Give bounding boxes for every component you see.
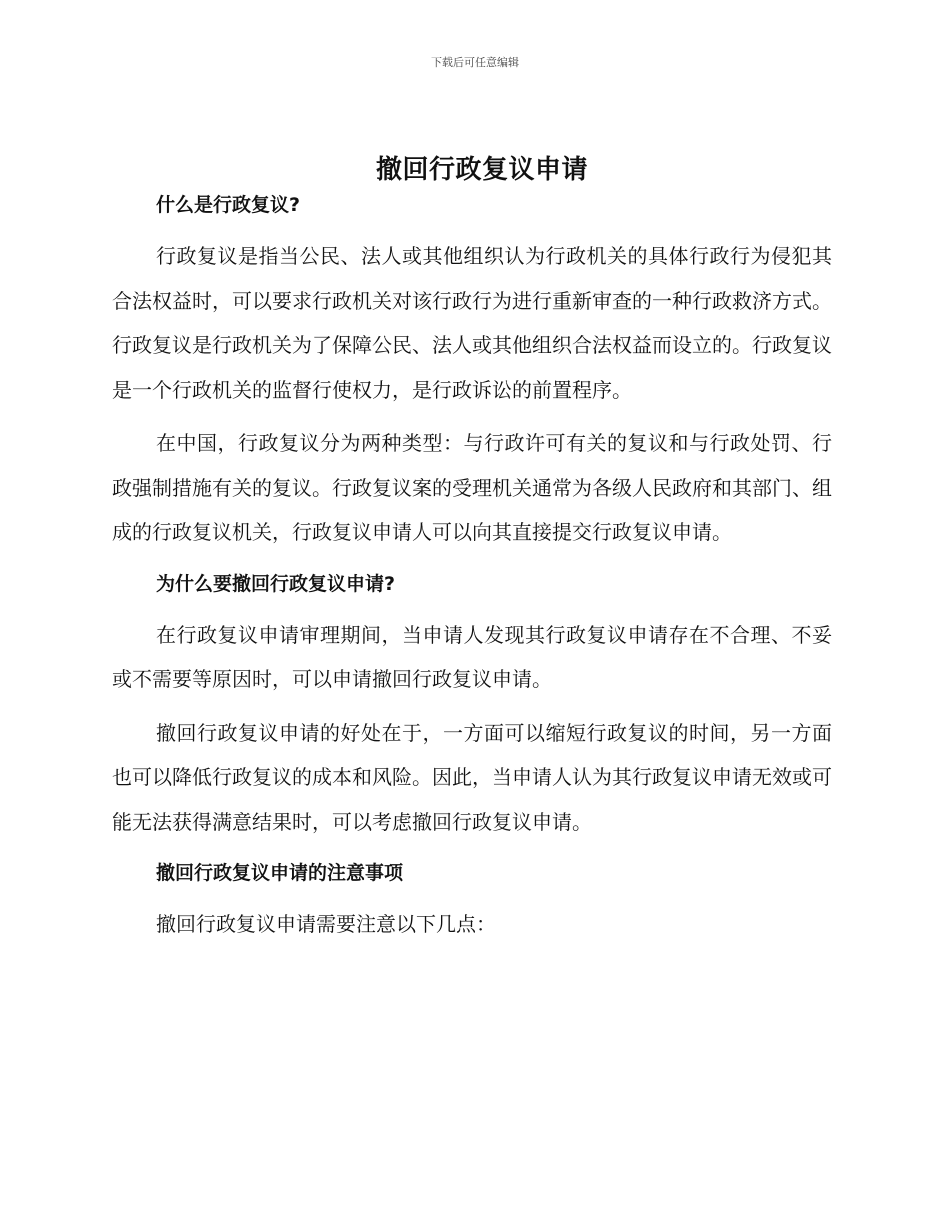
paragraph: 在行政复议申请审理期间，当申请人发现其行政复议申请存在不合理、不妥或不需要等原因时，可以申请撤回行政复议申请。 — [112, 622, 832, 691]
paragraph: 撤回行政复议申请的好处在于，一方面可以缩短行政复议的时间，另一方面也可以降低行政复议的成本和风险。因此，当申请人认为其行政复议申请无效或可能无法获得满意结果时，可以考虑撤回行政复议申请。 — [112, 720, 832, 834]
section-heading: 什么是行政复议? — [156, 194, 301, 216]
section-heading: 撤回行政复议申请的注意事项 — [156, 862, 404, 884]
header-note: 下载后可任意编辑 — [431, 56, 519, 69]
section-heading: 为什么要撤回行政复议申请? — [156, 572, 396, 595]
document-body — [112, 150, 832, 947]
paragraph: 在中国，行政复议分为两种类型：与行政许可有关的复议和与行政处罚、行政强制措施有关的复议。行政复议案的受理机关通常为各级人民政府和其部门、组成的行政复议机关，行政复议申请人可以向其直接提交行政复议申请。 — [112, 431, 832, 544]
paragraph: 行政复议是指当公民、法人或其他组织认为行政机关的具体行政行为侵犯其合法权益时，可以要求行政机关对该行政行为进行重新审查的一种行政救济方式。行政复议是行政机关为了保障公民、法人或其他组织合法权益而设立的。行政复议是一个行政机关的监督行使权力，是行政诉讼的前置程序。 — [112, 244, 832, 402]
paragraph: 撤回行政复议申请需要注意以下几点： — [156, 912, 496, 936]
document-title: 撤回行政复议申请 — [375, 155, 588, 185]
